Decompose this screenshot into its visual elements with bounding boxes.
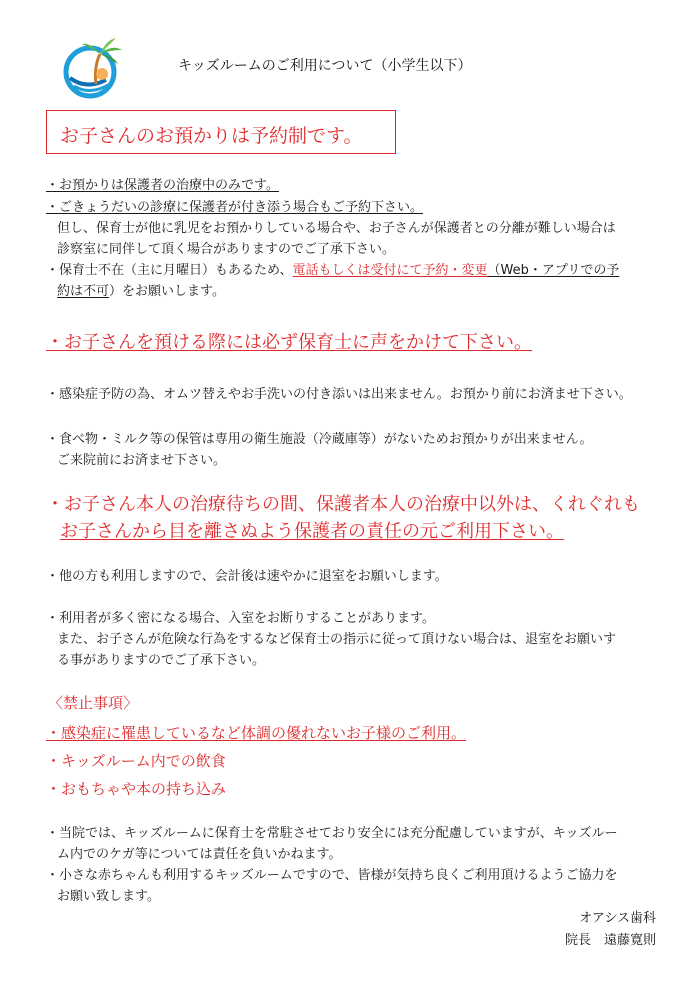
director-name: 院長 遠藤寛則 xyxy=(564,933,656,948)
note-guardian-only: ・お預かりは保護者の治療中のみです。 xyxy=(46,178,279,193)
note-nursery-absence-line2 xyxy=(57,280,225,299)
note-food-storage-line1: ・食べ物・ミルク等の保管は専用の衛生施設（冷蔵庫等）がないためお預かりが出来ません。 xyxy=(46,432,593,447)
caution-supervision-line1: ・お子さん本人の治療待ちの間、保護者本人の治療中以外は、くれぐれも xyxy=(46,494,640,515)
note-sibling-reservation: ・ごきょうだいの診療に保護者が付き添う場合もご予約下さい。 xyxy=(46,200,424,215)
prohibited-item-eating: ・キッズルーム内での飲食 xyxy=(46,752,226,770)
note-food-storage-line2: ご来院前にお済ませ下さい。 xyxy=(57,453,227,468)
note-liability-line1: ・当院では、キッズルームに保育士を常駐させており安全には充分配慮していますが、キッズルー xyxy=(46,826,618,841)
note-infection-prevention: ・感染症予防の為、オムツ替えやお手洗いの付き添いは出来ません。お預かり前にお済ませ下さい。 xyxy=(46,387,632,402)
page-title: キッズルームのご利用について（小学生以下） xyxy=(178,58,472,74)
caution-supervision-line2: お子さんから目を離さぬよう保護者の責任の元ご利用下さい。 xyxy=(60,521,564,542)
please-request: ）をお願いします。 xyxy=(109,284,225,299)
clinic-name: オアシス歯科 xyxy=(579,911,656,926)
phone-reception-reservation: 電話もしくは受付にて予約・変更 xyxy=(292,263,488,278)
caution-notify-nursery: ・お子さんを預ける際には必ず保育士に声をかけて下さい。 xyxy=(46,332,532,353)
note-leave-after-payment: ・他の方も利用しますので、会計後は速やかに退室をお願いします。 xyxy=(46,569,448,584)
note-refuse-entry: ・利用者が多く密になる場合、入室をお断りすることがあります。 xyxy=(46,611,435,626)
note-dangerous-behavior-line1: また、お子さんが危険な行為をするなど保育士の指示に従って頂けない場合は、退室をお願いす xyxy=(57,632,617,647)
absence-text: ・保育士不在（主に月曜日）もあるため、 xyxy=(46,263,293,278)
note-exception-line2: 診察室に同伴して頂く場合がありますのでご了承下さい。 xyxy=(57,242,396,257)
note-dangerous-behavior-line2: る事がありますのでご了承下さい。 xyxy=(57,653,266,668)
clinic-logo-icon xyxy=(60,34,128,102)
web-app-note: （Web・アプリでの予 xyxy=(487,263,620,278)
note-nursery-absence-line1 xyxy=(46,259,619,278)
reservation-notice-box: お子さんのお預かりは予約制です。 xyxy=(46,110,396,154)
note-liability-line2: ム内でのケガ等については責任を負いかねます。 xyxy=(57,847,342,862)
prohibited-item-toys-books: ・おもちゃや本の持ち込み xyxy=(46,780,227,798)
web-not-allowed: 約は不可 xyxy=(57,284,110,299)
prohibited-item-illness: ・感染症に罹患しているなど体調の優れないお子様のご利用。 xyxy=(46,724,467,742)
note-cooperation-line1: ・小さな赤ちゃんも利用するキッズルームですので、皆様が気持ち良くご利用頂けるようご協力を xyxy=(46,868,618,883)
prohibited-heading: 〈禁止事項〉 xyxy=(48,694,139,712)
note-exception-line1: 但し、保育士が他に乳児をお預かりしている場合や、お子さんが保護者との分離が難しい場合は xyxy=(57,221,616,236)
note-cooperation-line2: お願い致します。 xyxy=(57,889,160,904)
